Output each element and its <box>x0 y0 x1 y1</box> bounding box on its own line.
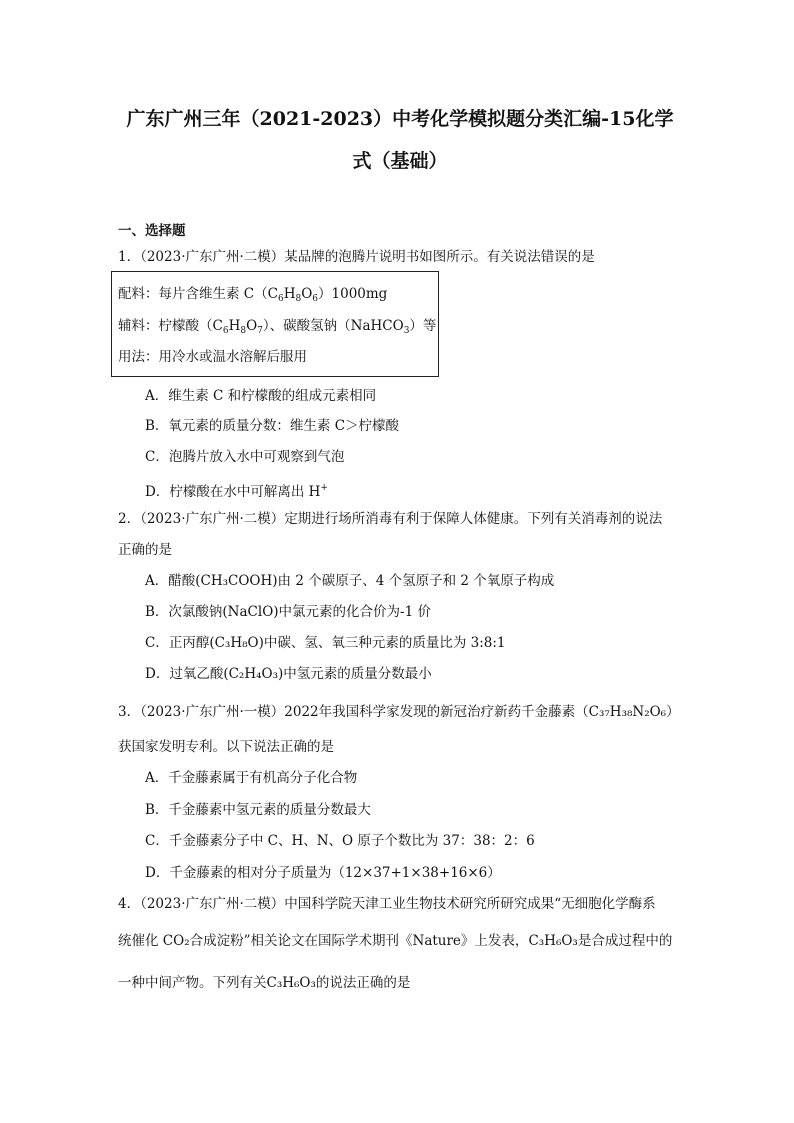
question-1-option-c: C．泡腾片放入水中可观察到气泡 <box>145 449 345 465</box>
intermediate-formula: C₃H₆O₃ <box>528 933 578 949</box>
question-1-stem: 1．（2023·广东广州·二模）某品牌的泡腾片说明书如图所示。有关说法错误的是 <box>118 249 595 265</box>
question-4-stem-line2: 统催化 CO₂合成淀粉”相关论文在国际学术期刊《Nature》上发表，C₃H₆O₃是合成过程中的 <box>118 933 673 949</box>
question-1-option-b: B．氧元素的质量分数：维生素 C＞柠檬酸 <box>145 418 400 434</box>
question-3-option-c: C．千金藤素分子中 C、H、N、O 原子个数比为 37：38：2：6 <box>145 833 535 849</box>
question-2-stem-line1: 2．（2023·广东广州·二模）定期进行场所消毒有利于保障人体健康。下列有关消毒剂的说法 <box>118 511 663 527</box>
question-3-stem-line2: 获国家发明专利。以下说法正确的是 <box>118 739 334 755</box>
question-2-option-d: D．过氧乙酸(C₂H₄O₃)中氢元素的质量分数最小 <box>145 666 432 682</box>
question-3-stem-line1: 3．（2023·广东广州·一模）2022年我国科学家发现的新冠治疗新药千金藤素（C₃₇H₃₈N₂O₆） <box>118 704 680 720</box>
intermediate-formula: C₃H₆O₃ <box>266 975 316 991</box>
label-excipients: 辅料：柠檬酸$(C_6H_8O_7)$、碳酸氢钠（NaHCO$_3$）等 <box>118 318 437 336</box>
label-usage: 用法：用冷水或温水溶解后服用 <box>118 349 307 365</box>
question-2-option-b: B．次氯酸钠(NaClO)中氯元素的化合价为-1 价 <box>145 604 431 620</box>
section-heading: 一、选择题 <box>118 223 186 239</box>
question-3-option-b: B．千金藤素中氢元素的质量分数最大 <box>145 802 371 818</box>
question-2-option-a: A．醋酸(CH₃COOH)由 2 个碳原子、4 个氢原子和 2 个氧原子构成 <box>145 573 555 589</box>
question-4-stem-line3: 一种中间产物。下列有关C₃H₆O₃的说法正确的是 <box>118 975 411 991</box>
question-1-option-d: D．柠檬酸在水中可解离出 H+ <box>145 483 328 500</box>
question-2-stem-line2: 正确的是 <box>118 542 172 558</box>
drug-formula: C₃₇H₃₈N₂O₆ <box>588 704 667 720</box>
label-ingredients: 配料：每片含维生素 $C(C_6H_8O_6)1000mg$ <box>118 286 388 304</box>
question-2-option-c: C．正丙醇(C₃H₈O)中碳、氢、氧三种元素的质量比为 3:8:1 <box>145 635 506 651</box>
question-4-stem-line1: 4．（2023·广东广州·二模）中国科学院天津工业生物技术研究所研究成果“无细胞化学酶系 <box>118 896 656 912</box>
question-3-option-d: D．千金藤素的相对分子质量为（12×37+1×38+16×6） <box>145 865 501 881</box>
question-3-option-a: A．千金藤素属于有机高分子化合物 <box>145 770 358 786</box>
question-1-option-a: A．维生素 C 和柠檬酸的组成元素相同 <box>145 388 377 404</box>
document-title-line1: 广东广州三年（2021-2023）中考化学模拟题分类汇编-15化学 <box>126 108 674 130</box>
document-title-line2: 式（基础） <box>352 150 448 172</box>
